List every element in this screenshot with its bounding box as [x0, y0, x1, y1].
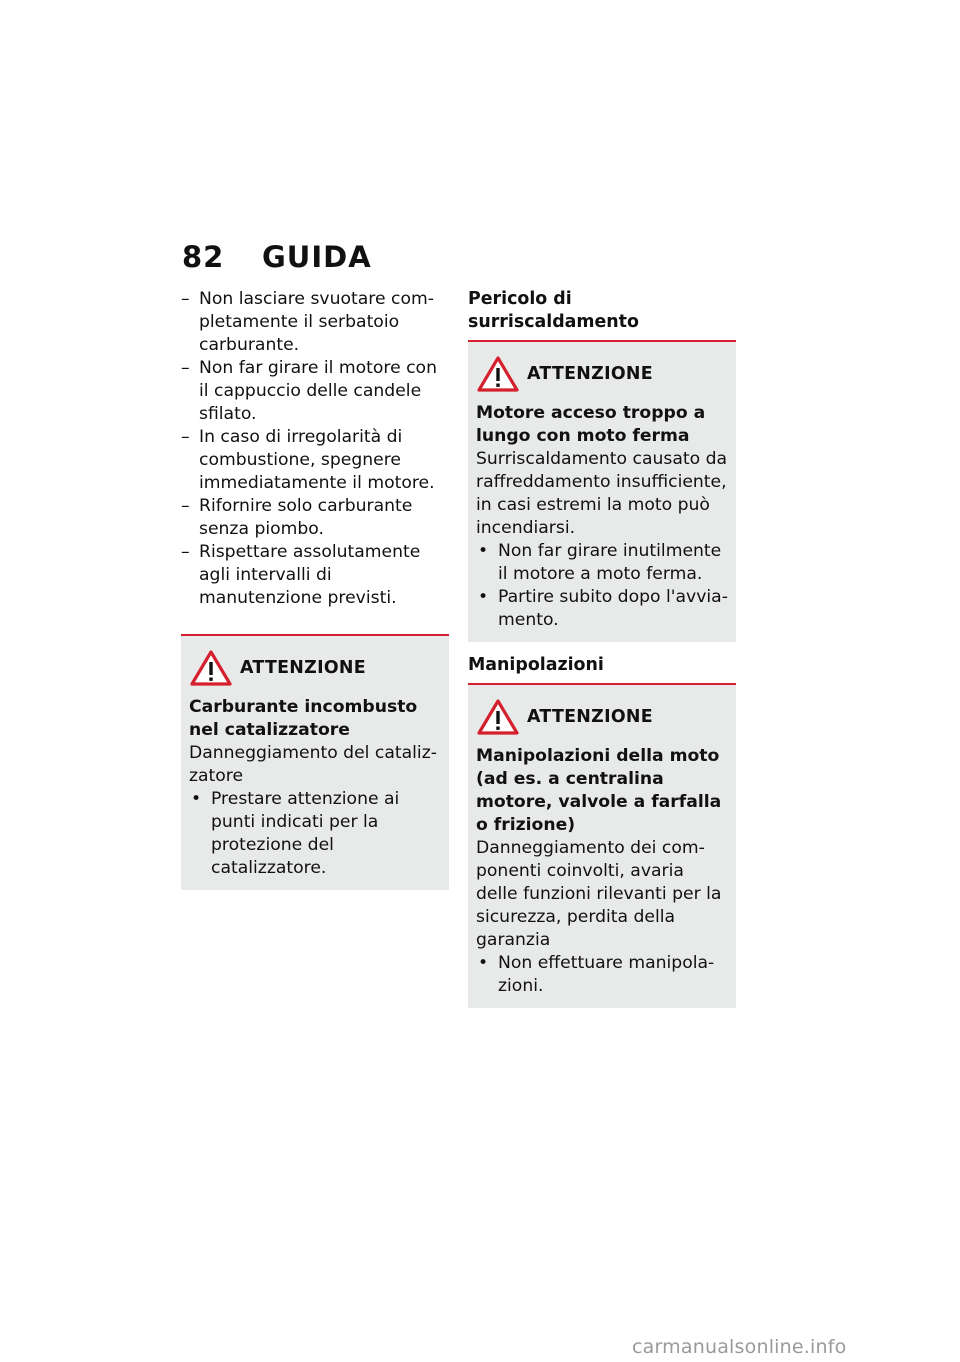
left-column [181, 288, 449, 890]
page-number: 82 [182, 240, 225, 274]
warning-label: ATTENZIONE [527, 364, 653, 384]
list-item: • Non effettuare manipolazioni. [476, 952, 728, 998]
list-item: – Non lasciare svuotare completamente il serbatoio carburante. [181, 288, 449, 357]
right-column [468, 288, 736, 1008]
warning-box-overheating [468, 340, 736, 642]
warning-header [476, 697, 728, 737]
warning-header [189, 648, 441, 688]
list-item: – In caso di irregolarità di combustione, spegnere immediatamente il motore. [181, 426, 449, 495]
list-item: – Rispettare assolutamente agli intervalli di manutenzione previsti. [181, 541, 449, 610]
warning-title: Carburante incombusto nel catalizzatore [189, 697, 418, 740]
chapter-title: GUIDA [262, 240, 372, 274]
list-item: – Rifornire solo carburante senza piombo. [181, 495, 449, 541]
list-item: • Partire subito dopo l'avviamento. [476, 586, 728, 632]
warning-body: Danneggiamento del catalizzatore [189, 743, 437, 786]
warning-body: Danneggiamento dei componenti coinvolti, avaria delle funzioni rilevanti per la sicurezza, perdita della garanzia [476, 838, 722, 950]
list-item: • Prestare attenzione ai punti indicati per la protezione del catalizzatore. [189, 788, 441, 880]
section-heading-tampering: Manipolazioni [468, 655, 604, 675]
warning-box-tampering [468, 683, 736, 1008]
list-item: • Non far girare inutilmente il motore a moto ferma. [476, 540, 728, 586]
warning-label: ATTENZIONE [527, 707, 653, 727]
warning-triangle-icon [189, 649, 233, 687]
warning-triangle-icon [476, 355, 520, 393]
warning-bullets [189, 788, 441, 880]
instruction-list [181, 288, 449, 610]
warning-body: Surriscaldamento causato da raffreddamento insufficiente, in casi estremi la moto può incendiarsi. [476, 449, 728, 538]
warning-label: ATTENZIONE [240, 658, 366, 678]
list-item: – Non far girare il motore con il cappuccio delle candele sfilato. [181, 357, 449, 426]
section-heading-overheating: Pericolo di surriscaldamento [468, 289, 639, 332]
warning-title: Manipolazioni della moto (ad es. a centralina motore, valvole a farfalla o frizione) [476, 746, 722, 835]
warning-title: Motore acceso troppo a lungo con moto ferma [476, 403, 706, 446]
warning-box-catalyst [181, 634, 449, 890]
warning-bullets [476, 952, 728, 998]
warning-header [476, 354, 728, 394]
warning-bullets [476, 540, 728, 632]
warning-triangle-icon [476, 698, 520, 736]
watermark: carmanualsonline.info [632, 1336, 847, 1358]
